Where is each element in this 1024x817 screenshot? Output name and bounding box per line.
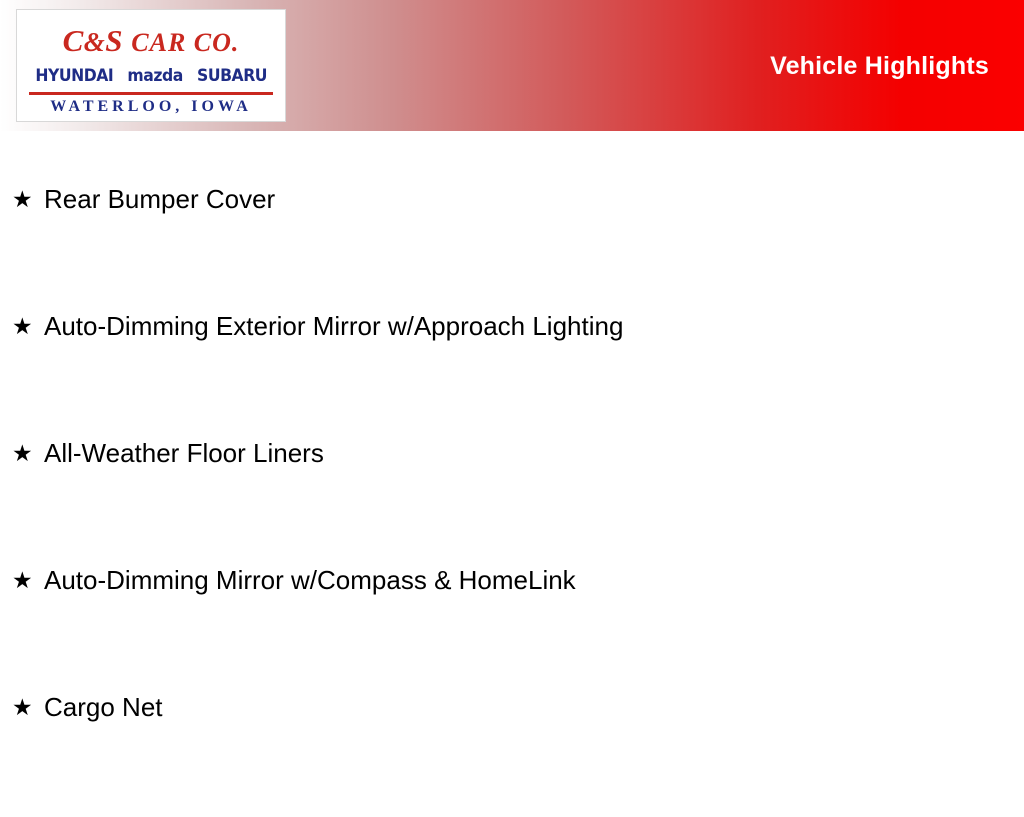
list-item-label: Cargo Net [44, 692, 163, 722]
star-icon: ★ [12, 186, 33, 212]
star-icon: ★ [12, 694, 33, 720]
logo-letter-s: S [105, 23, 124, 58]
logo-car-co: CAR CO. [131, 28, 240, 57]
star-icon: ★ [12, 313, 33, 339]
star-icon: ★ [12, 567, 33, 593]
logo-brand-mazda: mazda [127, 66, 184, 86]
list-item [0, 309, 1024, 436]
logo-location: WATERLOO, IOWA [50, 98, 252, 115]
page-header [0, 0, 1024, 131]
logo-brand-band [27, 64, 275, 88]
list-item-label: Auto-Dimming Mirror w/Compass & HomeLink [44, 565, 576, 595]
logo-dealer-name [17, 23, 285, 59]
logo-brand-hyundai: HYUNDAI [34, 66, 113, 86]
list-item-label: Rear Bumper Cover [44, 184, 276, 214]
logo-divider [29, 92, 273, 95]
list-item-label: Auto-Dimming Exterior Mirror w/Approach Lighting [44, 311, 624, 341]
list-item [0, 131, 1024, 309]
highlights-list [0, 131, 1024, 817]
list-item [0, 690, 1024, 817]
logo-ampersand: & [83, 27, 106, 57]
list-item [0, 436, 1024, 563]
logo-letter-c: C [62, 23, 84, 58]
dealer-logo [16, 9, 286, 122]
list-item [0, 563, 1024, 690]
list-item-label: All-Weather Floor Liners [44, 438, 324, 468]
star-icon: ★ [12, 440, 33, 466]
page-title: Vehicle Highlights [770, 52, 989, 80]
logo-brand-subaru: SUBARU [197, 66, 268, 86]
